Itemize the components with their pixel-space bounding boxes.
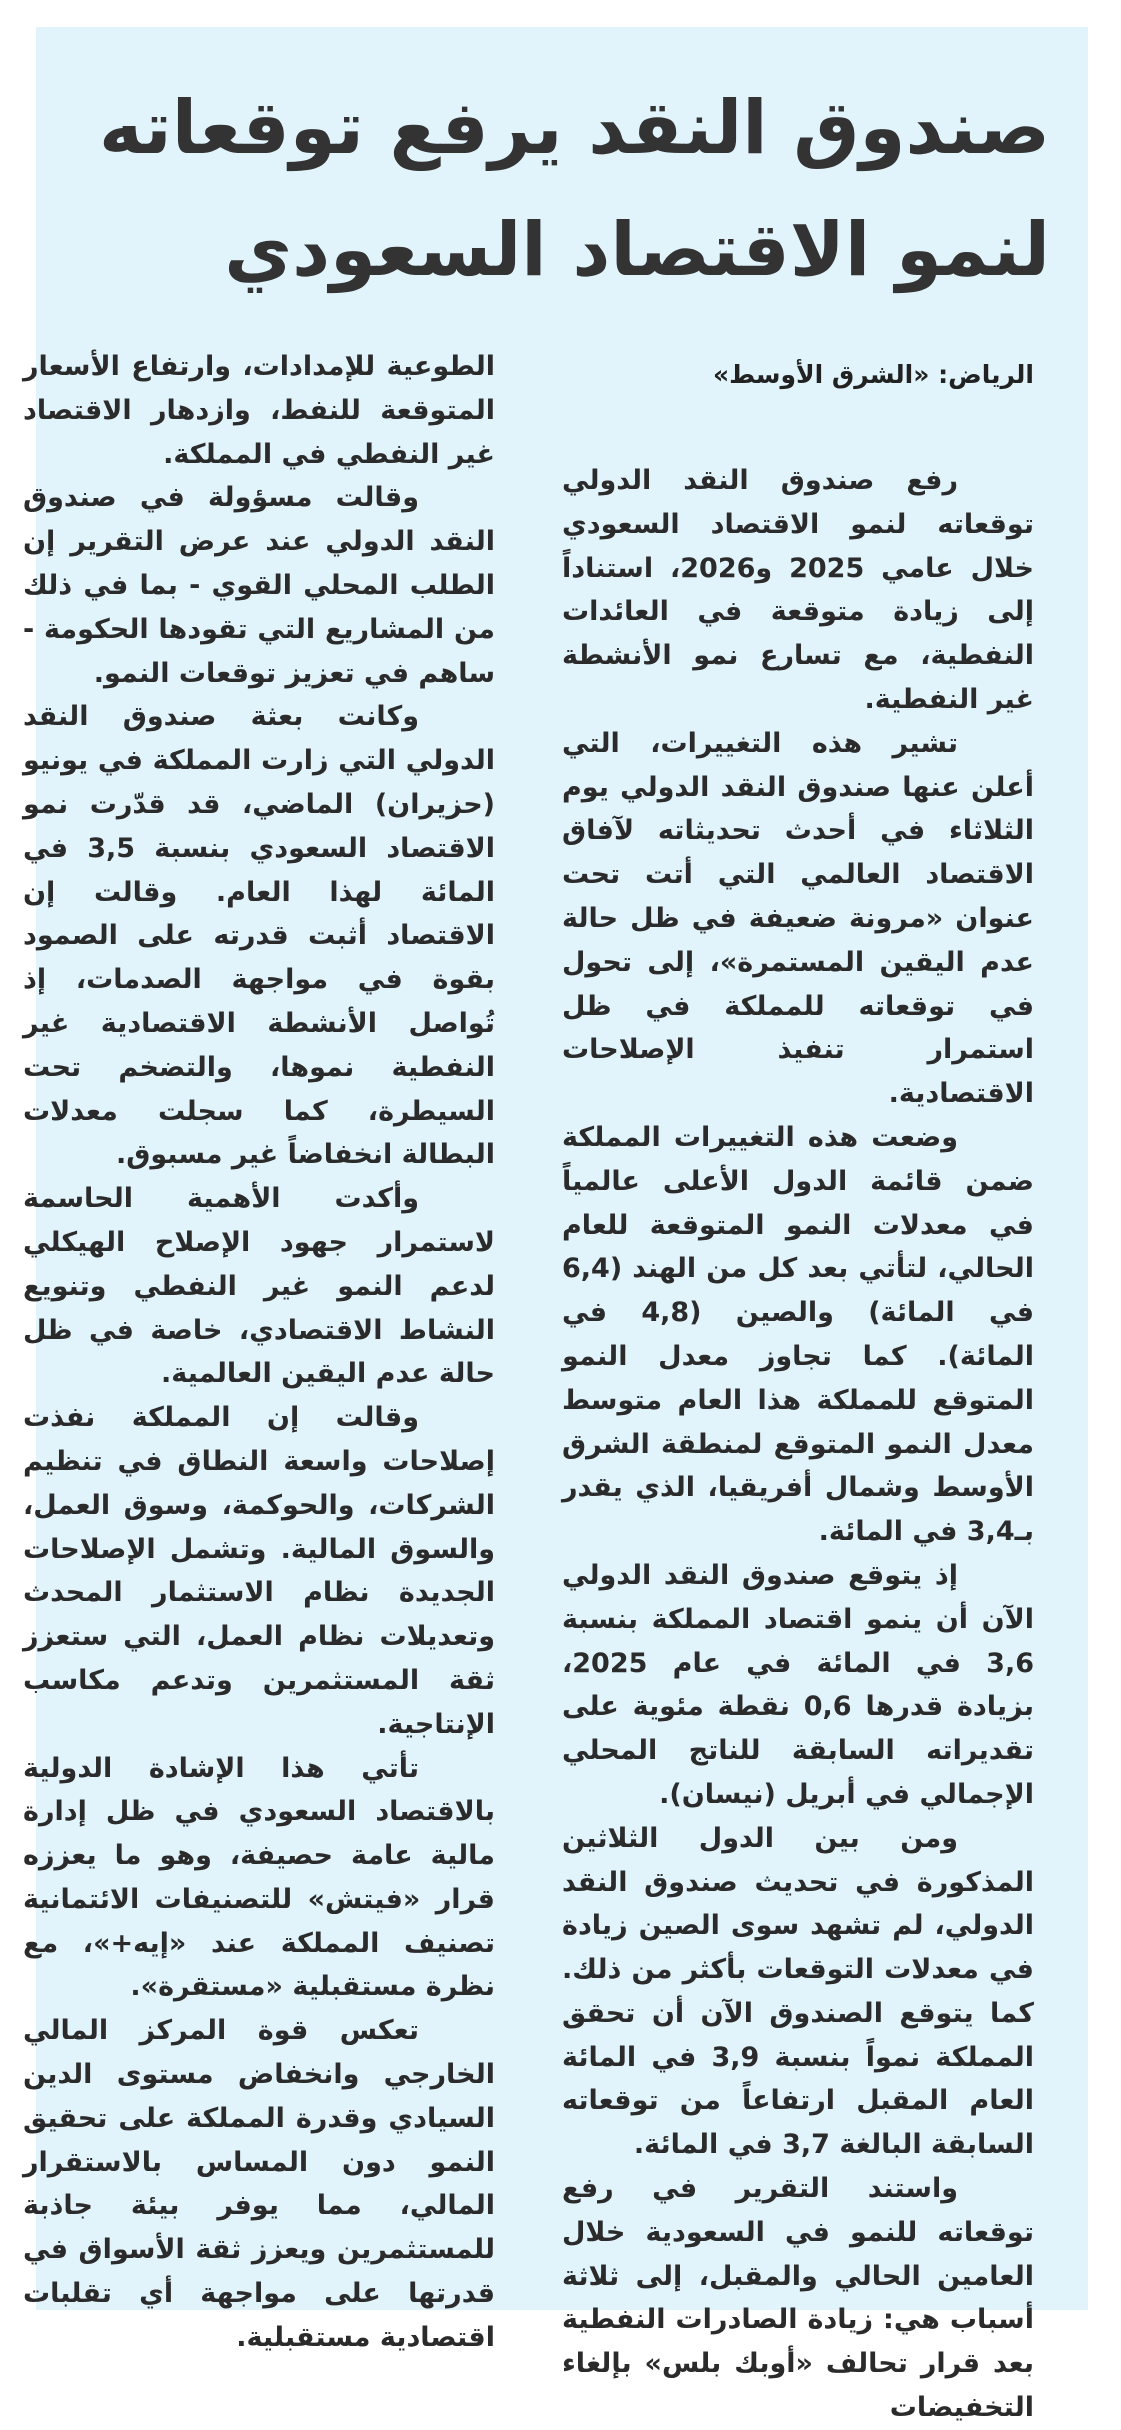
headline-line-1: صندوق النقد يرفع توقعاته bbox=[99, 85, 1050, 171]
paragraph: رفع صندوق النقد الدولي توقعاته لنمو الاقتصاد السعودي خلال عامي 2025 و2026، استناداً إلى زيادة متوقعة في العائدات النفطية، مع تسارع نمو الأنشطة غير النفطية. bbox=[562, 465, 1034, 715]
paragraph: إذ يتوقع صندوق النقد الدولي الآن أن ينمو اقتصاد المملكة بنسبة 3,6 في المائة في عام 2025، بزيادة قدرها 0,6 نقطة مئوية على تقديراته السابقة للناتج المحلي الإجمالي في أبريل (نيسان). bbox=[562, 1559, 1034, 1810]
article-column-right bbox=[562, 345, 1034, 2430]
article-column-left bbox=[23, 345, 495, 2360]
article-panel bbox=[23, 27, 1088, 2424]
paragraph: وأكدت الأهمية الحاسمة لاستمرار جهود الإصلاح الهيكلي لدعم النمو غير النفطي وتنويع النشاط الاقتصادي، خاصة في ظل حالة عدم اليقين العالمية. bbox=[23, 1183, 495, 1390]
byline: الرياض: «الشرق الأوسط» bbox=[713, 360, 1034, 389]
paragraph: وكانت بعثة صندوق النقد الدولي التي زارت المملكة في يونيو (حزيران) الماضي، قد قدّرت نمو الاقتصاد السعودي بنسبة 3,5 في المائة لهذا العام. وقالت إن الاقتصاد أثبت قدرته على الصمود بقوة في مواجهة الصدمات، إذ تُواصل الأنشطة الاقتصادية غير النفطية نموها، والتضخم تحت السيطرة، كما سجلت معدلات البطالة انخفاضاً غير مسبوق. bbox=[23, 701, 495, 1171]
paragraph: تعكس قوة المركز المالي الخارجي وانخفاض مستوى الدين السيادي وقدرة المملكة على تحقيق النمو دون المساس بالاستقرار المالي، مما يوفر بيئة جاذبة للمستثمرين ويعزز ثقة الأسواق في قدرتها على مواجهة أي تقلبات اقتصادية مستقبلية. bbox=[23, 2015, 495, 2353]
paragraph: تأتي هذا الإشادة الدولية بالاقتصاد السعودي في ظل إدارة مالية عامة حصيفة، وهو ما يعززه قرار «فيتش» للتصنيفات الائتمانية تصنيف المملكة عند «إيه+»، مع نظرة مستقبلية «مستقرة». bbox=[23, 1752, 495, 2003]
paragraph: ومن بين الدول الثلاثين المذكورة في تحديث صندوق النقد الدولي، لم تشهد سوى الصين زيادة في معدلات التوقعات بأكثر من ذلك. كما يتوقع الصندوق الآن أن تحقق المملكة نمواً بنسبة 3,9 في المائة العام المقبل ارتفاعاً من توقعاته السابقة البالغة 3,7 في المائة. bbox=[562, 1822, 1034, 2161]
paragraph: واستند التقرير في رفع توقعاته للنمو في السعودية خلال العامين الحالي والمقبل، إلى ثلاثة أسباب هي: زيادة الصادرات النفطية بعد قرار تحالف «أوبك بلس» بإلغاء التخفيضات bbox=[562, 2173, 1034, 2424]
paragraph: وقالت مسؤولة في صندوق النقد الدولي عند عرض التقرير إن الطلب المحلي القوي - بما في ذلك من المشاريع التي تقودها الحكومة - ساهم في تعزيز توقعات النمو. bbox=[23, 482, 495, 689]
paragraph: وقالت إن المملكة نفذت إصلاحات واسعة النطاق في تنظيم الشركات، والحوكمة، وسوق العمل، والسوق المالية. وتشمل الإصلاحات الجديدة نظام الاستثمار المحدث وتعديلات نظام العمل، التي ستعزز ثقة المستثمرين وتدعم مكاسب الإنتاجية. bbox=[23, 1402, 495, 1740]
article-headline bbox=[70, 67, 1050, 311]
paragraph: وضعت هذه التغييرات المملكة ضمن قائمة الدول الأعلى عالمياً في معدلات النمو المتوقعة للعام الحالي، لتأتي بعد كل من الهند (6,4 في المائة) والصين (4,8 في المائة). كما تجاوز معدل النمو المتوقع للمملكة هذا العام متوسط معدل النمو المتوقع لمنطقة الشرق الأوسط وشمال أفريقيا، الذي يقدر بـ3,4 في المائة. bbox=[562, 1121, 1034, 1548]
headline-line-2: لنمو الاقتصاد السعودي bbox=[224, 207, 1050, 293]
paragraph: تشير هذه التغييرات، التي أعلن عنها صندوق النقد الدولي يوم الثلاثاء في أحدث تحديثاته لآفاق الاقتصاد العالمي التي أتت تحت عنوان «مرونة ضعيفة في ظل حالة عدم اليقين المستمرة»، إلى تحول في توقعاته للمملكة في ظل استمرار تنفيذ الإصلاحات الاقتصادية. bbox=[562, 727, 1034, 1110]
paragraph-continued: الطوعية للإمدادات، وارتفاع الأسعار المتوقعة للنفط، وازدهار الاقتصاد غير النفطي في المملكة. bbox=[23, 351, 495, 470]
